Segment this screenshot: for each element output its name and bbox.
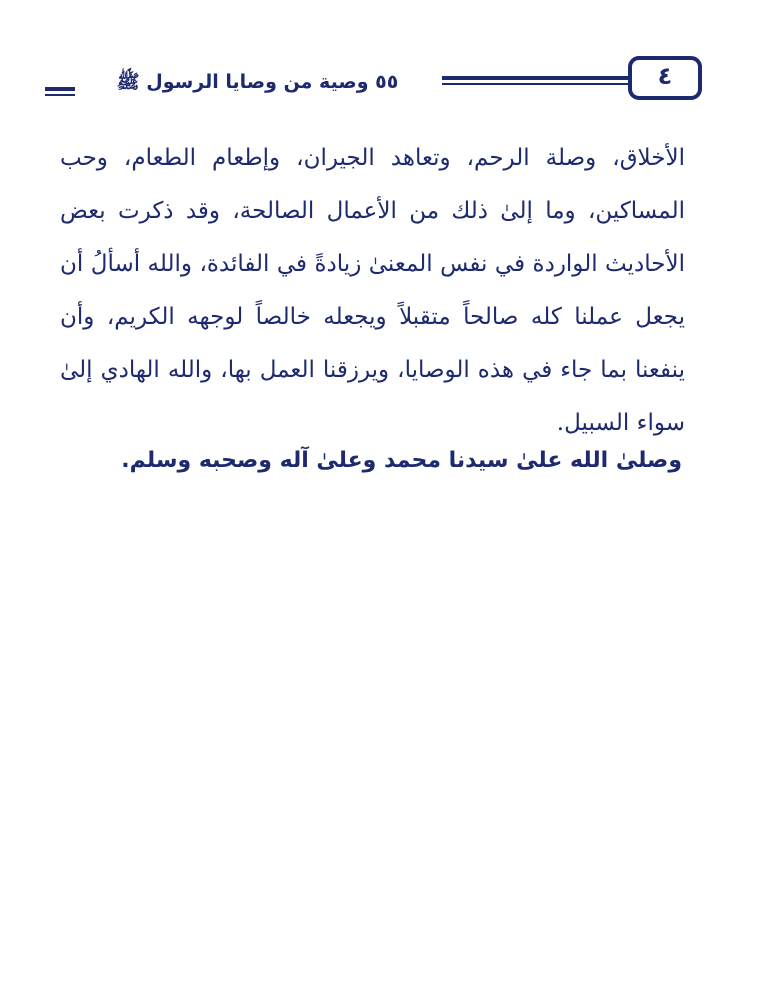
page-header xyxy=(0,54,761,106)
running-title: ٥٥ وصية من وصايا الرسول ﷺ xyxy=(116,71,399,93)
body-paragraph: الأخلاق، وصلة الرحم، وتعاهد الجيران، وإطعام الطعام، وحب المساكين، وما إلىٰ ذلك من الأعمال الصالحة، وقد ذكرت بعض الأحاديث الواردة في نفس المعنىٰ زيادةً في الفائدة، والله أسألُ أن يجعل عملنا كله صالحاً متقبلاً ويجعله خالصاً لوجهه الكريم، وأن ينفعنا بما جاء في هذه الوصايا، ويرزقنا العمل بها، والله الهادي إلىٰ سواء السبيل. xyxy=(60,145,685,436)
header-left-rule-thick xyxy=(45,87,75,91)
header-left-rule-thin xyxy=(45,94,75,96)
header-right-rule-thin xyxy=(442,83,630,85)
header-right-rule-thick xyxy=(442,76,630,80)
closing-salutation: وصلىٰ الله علىٰ سيدنا محمد وعلىٰ آله وصحبه وسلم. xyxy=(121,448,682,473)
page-number-badge xyxy=(628,56,702,100)
page-number: ٤ xyxy=(657,62,673,90)
